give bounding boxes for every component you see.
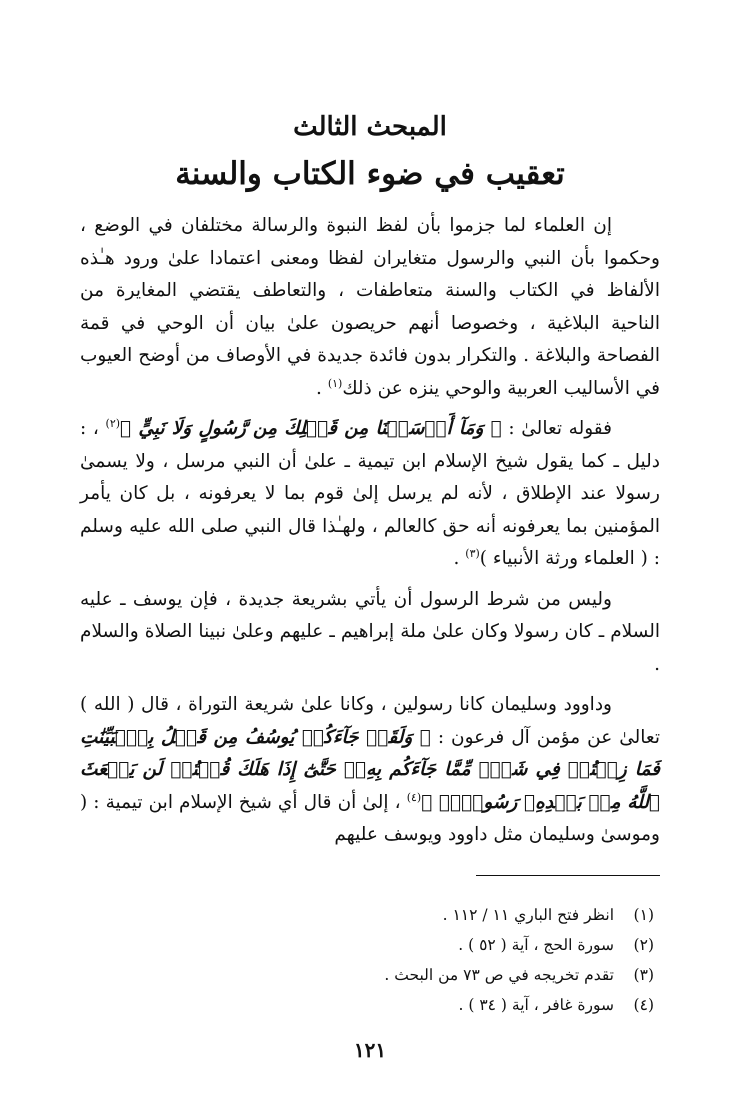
footnote-1 [80,900,660,930]
footnote-number: (٣) [633,966,654,984]
footnote-ref-1[interactable]: (١) [327,376,343,390]
page-number: ١٢١ [353,1038,387,1062]
paragraph-1 [80,210,660,405]
section-heading: المبحث الثالث [293,112,447,142]
footnote-number: (٢) [633,936,654,954]
footnote-number: (٤) [633,996,654,1014]
paragraph-2 [80,413,660,576]
paragraph-end: . [453,548,466,569]
paragraph-3 [80,584,660,682]
footnote-text: سورة الحج ، آية ( ٥٢ ) . [458,936,614,954]
footnote-text: تقدم تخريجه في ص ٧٣ من البحث . [384,966,614,984]
quran-verse: ﴿ وَمَآ أَرۡسَلۡنَا مِن قَبۡلِكَ مِن رَّسُولٍ وَلَا نَبِيٍّ ﴾ [120,418,502,439]
footnote-divider [476,875,660,876]
footnote-ref-2[interactable]: (٢) [105,416,121,430]
paragraph-lead: وداوود وسليمان كانا رسولين ، وكانا علىٰ شريعة التوراة ، قال ( الله ) تعالىٰ عن مؤمن آل فرعون : [80,694,660,748]
paragraph-text: إن العلماء لما جزموا بأن لفظ النبوة والرسالة مختلفان في الوضع ، وحكموا بأن النبي والرسول متغايران لفظا ومعنى اعتمادا علىٰ ورود هـٰذه الألفاظ في الكتاب والسنة متعاطفات ، والتعاطف يقتضي المغايرة من الناحية البلاغية ، وخصوصا أنهم حريصون علىٰ بيان أن الوحي في قمة الفصاحة والبلاغة . والتكرار بدون فائدة جديدة في الأوصاف من أوضح العيوب في الأساليب العربية والوحي ينزه عن ذلك [80,215,660,399]
footnote-text: انظر فتح الباري ١١ / ١١٢ . [442,906,614,924]
paragraph-4 [80,689,660,852]
footnote-text: سورة غافر ، آية ( ٣٤ ) . [458,996,614,1014]
book-page [80,100,660,1062]
footnote-ref-3[interactable]: (٣) [465,546,480,560]
footnote-ref-4[interactable]: (٤) [406,790,422,804]
paragraph-text: وليس من شرط الرسول أن يأتي بشريعة جديدة ، فإن يوسف ـ عليه السلام ـ كان رسولا وكان علىٰ ملة إبراهيم ـ عليهم وعلىٰ نبينا الصلاة والسلام . [80,588,660,675]
footnote-number: (١) [633,906,654,924]
footnote-3 [80,960,660,990]
paragraph-text: ، : دليل ـ كما يقول شيخ الإسلام ابن تيمية ـ علىٰ أن النبي مرسل ، ولا يسمىٰ رسولا عند الإطلاق ، لأنه لم يرسل إلىٰ قوم بما لا يعرفونه ، بل كان يأمر المؤمنين بما يعرفونه أنه حق كالعالم ، ولهـٰذا قال النبي صلى الله عليه وسلم : ( العلماء ورثة الأنبياء ) [80,418,660,569]
quran-verse: ﴿ وَلَقَدۡ جَآءَكُمۡ يُوسُفُ مِن قَبۡلُ بِٱلۡبَيِّنَٰتِ فَمَا زِلۡتُمۡ فِي شَكّٖ مِّمَّا جَآءَكُم بِهِۦۖ حَتَّىٰٓ إِذَا هَلَكَ قُلۡتُمۡ لَن يَبۡعَثَ ٱللَّهُ مِنۢ بَعۡدِهِۦ رَسُولٗاۚ ﴾ [80,726,660,813]
page-title: تعقيب في ضوء الكتاب والسنة [175,156,565,192]
paragraph-end: . [316,377,328,399]
footnotes [80,900,660,1020]
paragraph-text: ، إلىٰ أن قال أي شيخ الإسلام ابن تيمية : ( وموسىٰ وسليمان مثل داوود ويوسف عليهم [80,791,660,845]
footnote-4 [80,990,660,1020]
paragraph-lead: فقوله تعالىٰ : [501,418,612,439]
footnote-2 [80,930,660,960]
